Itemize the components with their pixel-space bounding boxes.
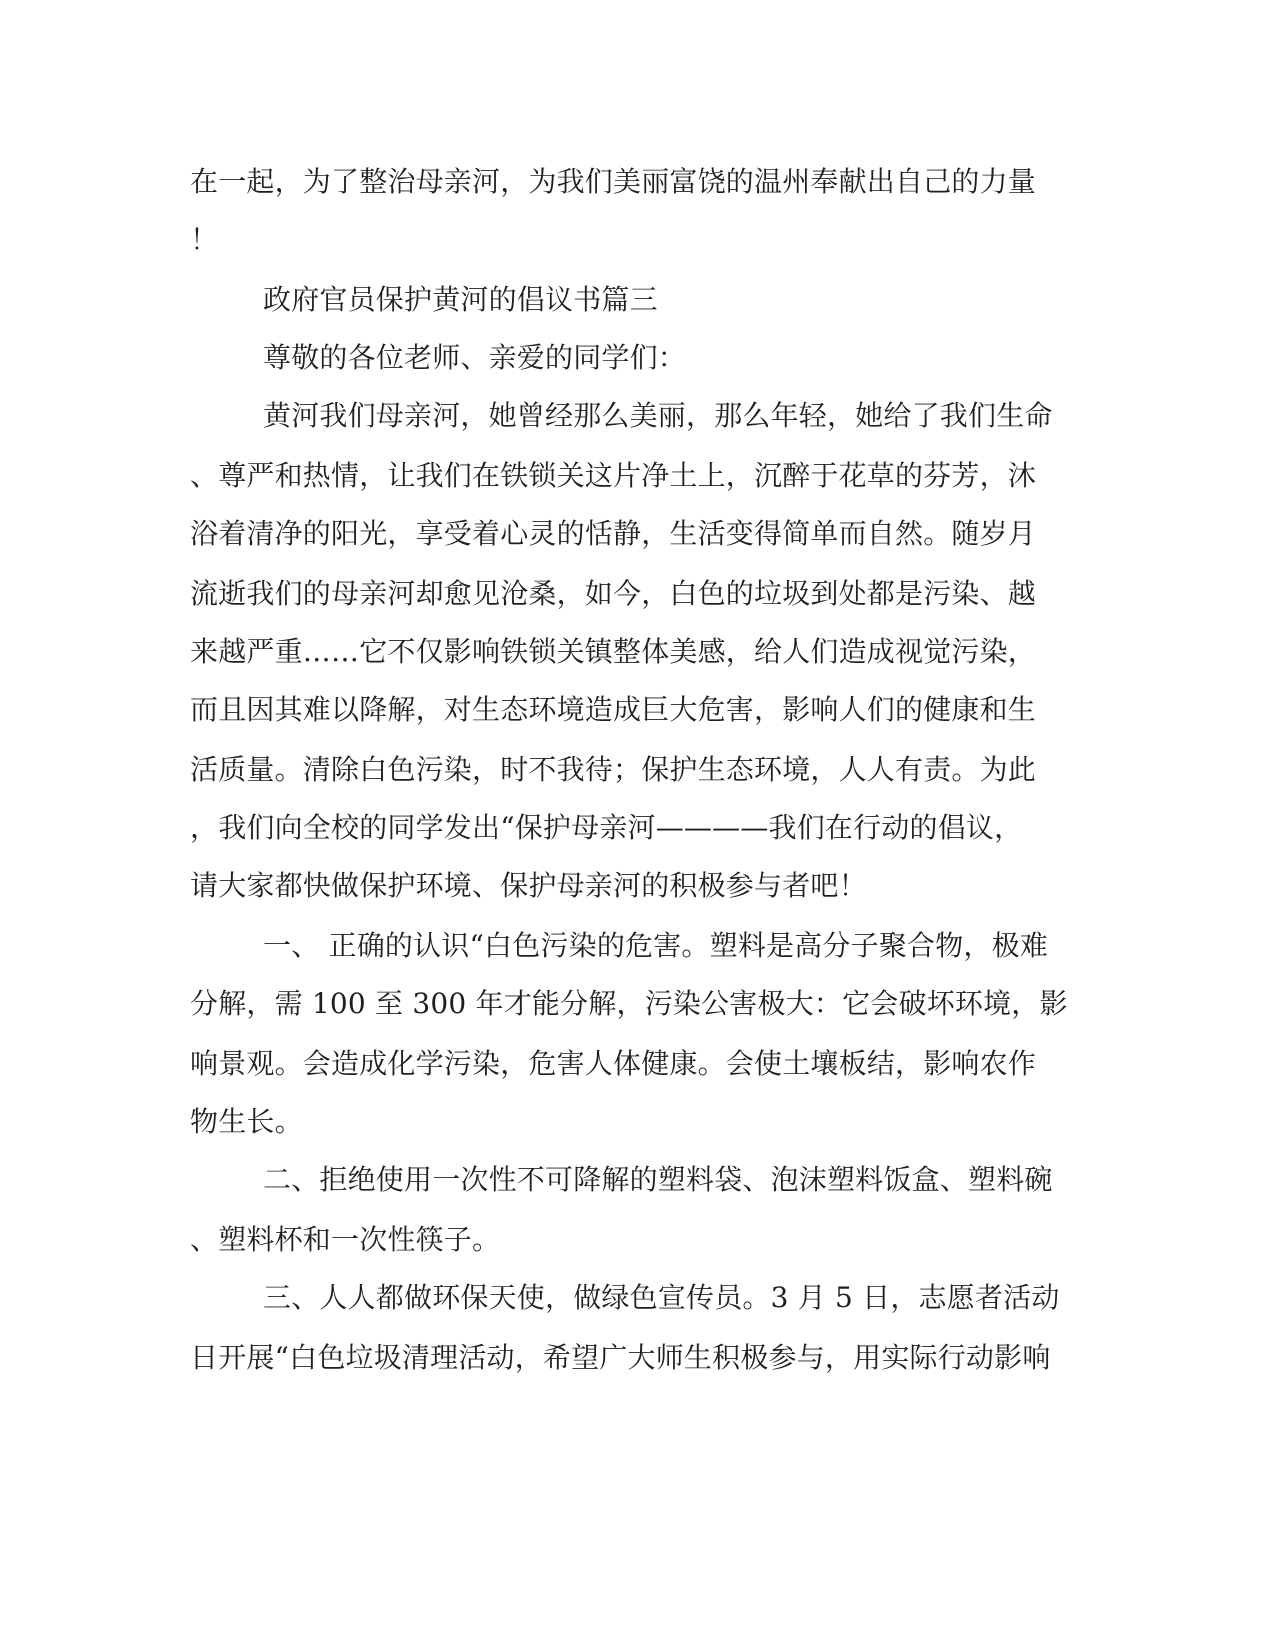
text-line: 一、 正确的认识“白色污染的危害。塑料是高分子聚合物，极难 bbox=[263, 929, 1049, 962]
text-line: 请大家都快做保护环境、保护母亲河的积极参与者吧！ bbox=[190, 869, 867, 902]
text-line: 日开展“白色垃圾清理活动，希望广大师生积极参与，用实际行动影响 bbox=[190, 1341, 1051, 1374]
text-line: ！ bbox=[190, 223, 219, 256]
text-line: 活质量。清除白色污染，时不我待；保护生态环境，人人有责。为此 bbox=[190, 753, 1037, 786]
text-line: 、塑料杯和一次性筷子。 bbox=[190, 1223, 501, 1256]
text-line: 而且因其难以降解，对生态环境造成巨大危害，影响人们的健康和生 bbox=[190, 693, 1037, 726]
text-line: 来越严重……它不仅影响铁锁关镇整体美感，给人们造成视觉污染， bbox=[190, 635, 1037, 668]
text-line: 浴着清净的阳光，享受着心灵的恬静，生活变得简单而自然。随岁月 bbox=[190, 517, 1037, 550]
text-line: 黄河我们母亲河，她曾经那么美丽，那么年轻，她给了我们生命 bbox=[263, 399, 1053, 432]
text-line: 在一起，为了整治母亲河，为我们美丽富饶的温州奉献出自己的力量 bbox=[190, 165, 1037, 198]
text-line: 流逝我们的母亲河却愈见沧桑，如今，白色的垃圾到处都是污染、越 bbox=[190, 577, 1037, 610]
text-line: 三、人人都做环保天使，做绿色宣传员。3 月 5 日，志愿者活动 bbox=[263, 1281, 1060, 1314]
section-title: 政府官员保护黄河的倡议书篇三 bbox=[263, 283, 658, 316]
text-line: 二、拒绝使用一次性不可降解的塑料袋、泡沫塑料饭盒、塑料碗 bbox=[263, 1163, 1053, 1196]
salutation: 尊敬的各位老师、亲爱的同学们： bbox=[263, 341, 687, 374]
text-line: 响景观。会造成化学污染，危害人体健康。会使土壤板结，影响农作 bbox=[190, 1047, 1037, 1080]
text-line: ，我们向全校的同学发出“保护母亲河————我们在行动的倡议， bbox=[190, 811, 1023, 844]
text-line: 、尊严和热情，让我们在铁锁关这片净土上，沉醉于花草的芬芳，沐 bbox=[190, 459, 1037, 492]
text-line: 分解，需 100 至 300 年才能分解，污染公害极大：它会破坏环境，影 bbox=[190, 987, 1068, 1020]
text-line: 物生长。 bbox=[190, 1105, 303, 1138]
